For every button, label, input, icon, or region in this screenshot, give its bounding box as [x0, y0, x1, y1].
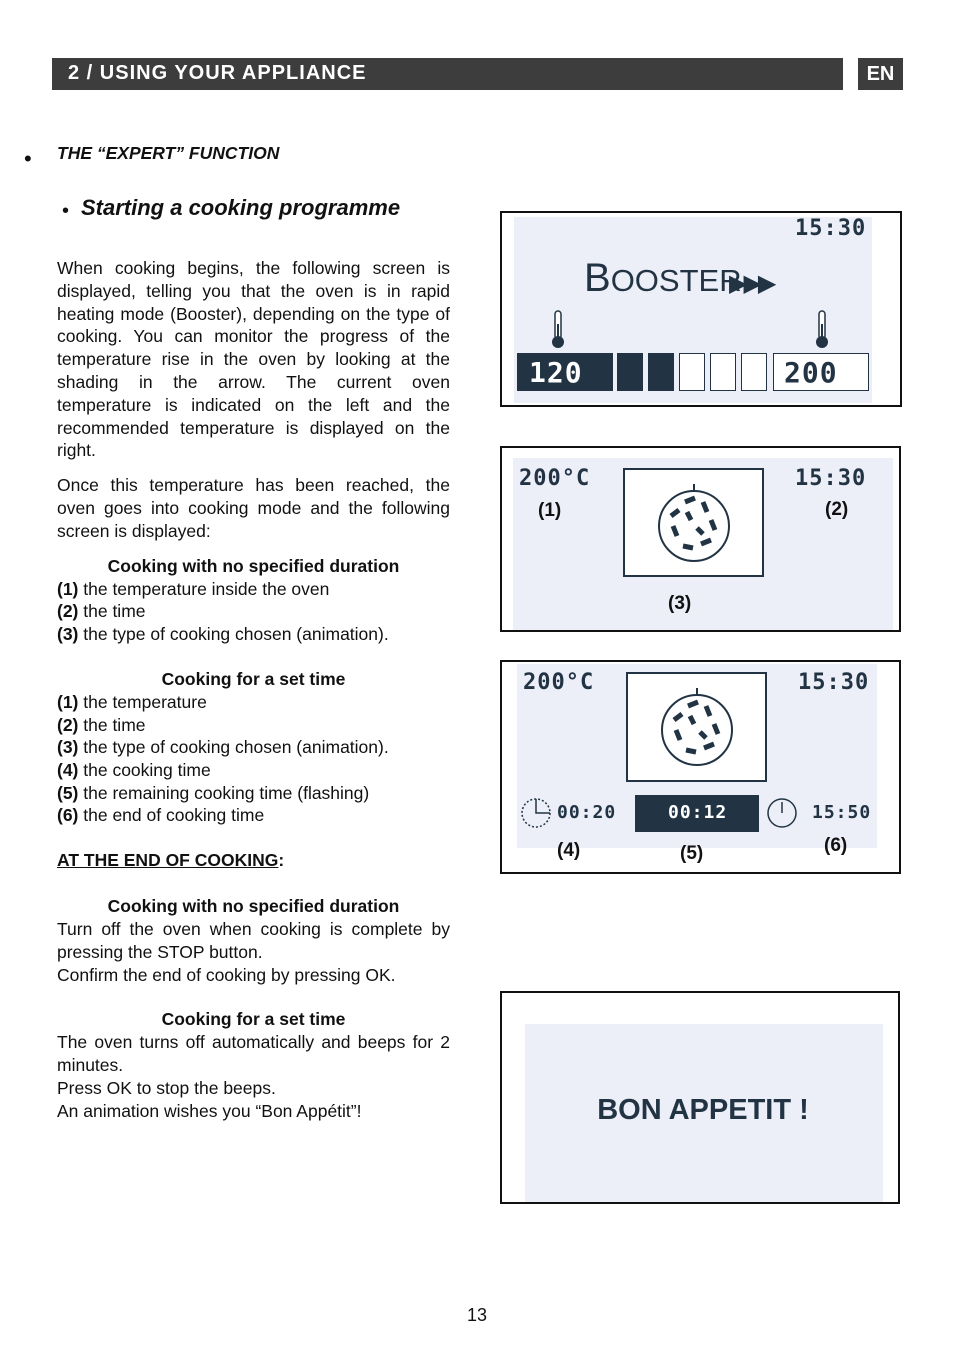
callout-label: (3): [668, 593, 692, 614]
clock-display: 15:30: [798, 670, 870, 695]
progress-cell-filled: [648, 353, 674, 391]
list-item: (5) the remaining cooking time (flashing): [57, 783, 370, 803]
language-badge: EN: [858, 58, 903, 90]
callout-label: (1): [538, 500, 562, 521]
end-of-cooking-heading: AT THE END OF COOKING:: [57, 850, 285, 870]
clock-icon: [766, 797, 798, 829]
end-time: 15:50: [812, 802, 872, 823]
end-set-time-text: The oven turns off automatically and beeps for 2 minutes.: [57, 1032, 450, 1075]
section-header-bar: [52, 58, 843, 90]
timer-icon: [520, 797, 552, 829]
progress-cell-filled: [617, 353, 643, 391]
end-no-duration-confirm: Confirm the end of cooking by pressing OK.: [57, 965, 396, 985]
end-set-time-beeps: Press OK to stop the beeps.: [57, 1078, 276, 1098]
callout-label: (6): [824, 835, 848, 856]
fan-icon: [658, 688, 736, 766]
section-header-title: 2 / USING YOUR APPLIANCE: [68, 62, 367, 84]
list-item: (3) the type of cooking chosen (animation).: [57, 624, 389, 644]
oven-temp: 200°C: [523, 670, 595, 695]
end-set-time-animation: An animation wishes you “Bon Appétit”!: [57, 1101, 362, 1121]
booster-clock: 15:30: [795, 216, 867, 241]
progress-cell-empty: [741, 353, 767, 391]
second-paragraph: Once this temperature has been reached, the oven goes into cooking mode and the following screen is displayed:: [57, 475, 450, 541]
current-temp: 120: [529, 356, 583, 389]
remaining-time: 00:12: [668, 802, 728, 823]
callout-label: (2): [825, 499, 849, 520]
oven-temp: 200°C: [519, 466, 591, 491]
set-time-heading: Cooking for a set time: [161, 669, 346, 689]
list-item: (2) the time: [57, 601, 146, 621]
cooking-animation-frame: [623, 468, 764, 577]
list-item: (1) the temperature: [57, 692, 207, 712]
cooking-animation-frame: [626, 672, 767, 782]
thermometer-icon: [814, 310, 830, 350]
bullet-icon: •: [24, 146, 32, 171]
no-duration-heading: Cooking with no specified duration: [107, 556, 400, 576]
end-set-time-heading: Cooking for a set time: [161, 1009, 346, 1029]
thermometer-icon: [550, 310, 566, 350]
callout-label: (5): [680, 843, 704, 864]
progress-cell-empty: [710, 353, 736, 391]
fan-icon: [655, 484, 733, 562]
bon-appetit-message: BON APPETIT !: [597, 1094, 809, 1126]
booster-label: BOOSTER: [584, 256, 742, 300]
list-item: (3) the type of cooking chosen (animation).: [57, 737, 389, 757]
intro-paragraph: When cooking begins, the following screen is displayed, telling you that the oven is in rapid heating mode (Booster), depending on the type of cooking. You can monitor the progress of the temperature rise in the oven by looking at the shading in the arrow. The current oven temperature is indicated on the left and the recommended temperature is displayed on the right.: [57, 258, 450, 461]
clock-display: 15:30: [795, 466, 867, 491]
cooking-time: 00:20: [557, 802, 617, 823]
end-no-duration-text: Turn off the oven when cooking is complete by pressing the STOP button.: [57, 919, 450, 962]
callout-label: (4): [557, 840, 581, 861]
sub-title: Starting a cooking programme: [81, 195, 401, 220]
page-number: 13: [466, 1305, 488, 1325]
list-item: (4) the cooking time: [57, 760, 211, 780]
booster-arrows-icon: ▶▶▶: [729, 270, 773, 297]
list-item: (2) the time: [57, 715, 146, 735]
end-no-duration-heading: Cooking with no specified duration: [107, 896, 400, 916]
bullet-icon: •: [62, 200, 70, 222]
section-title: THE “EXPERT” FUNCTION: [57, 143, 280, 163]
list-item: (1) the temperature inside the oven: [57, 579, 330, 599]
list-item: (6) the end of cooking time: [57, 805, 265, 825]
progress-cell-empty: [679, 353, 705, 391]
target-temp: 200: [784, 356, 838, 389]
